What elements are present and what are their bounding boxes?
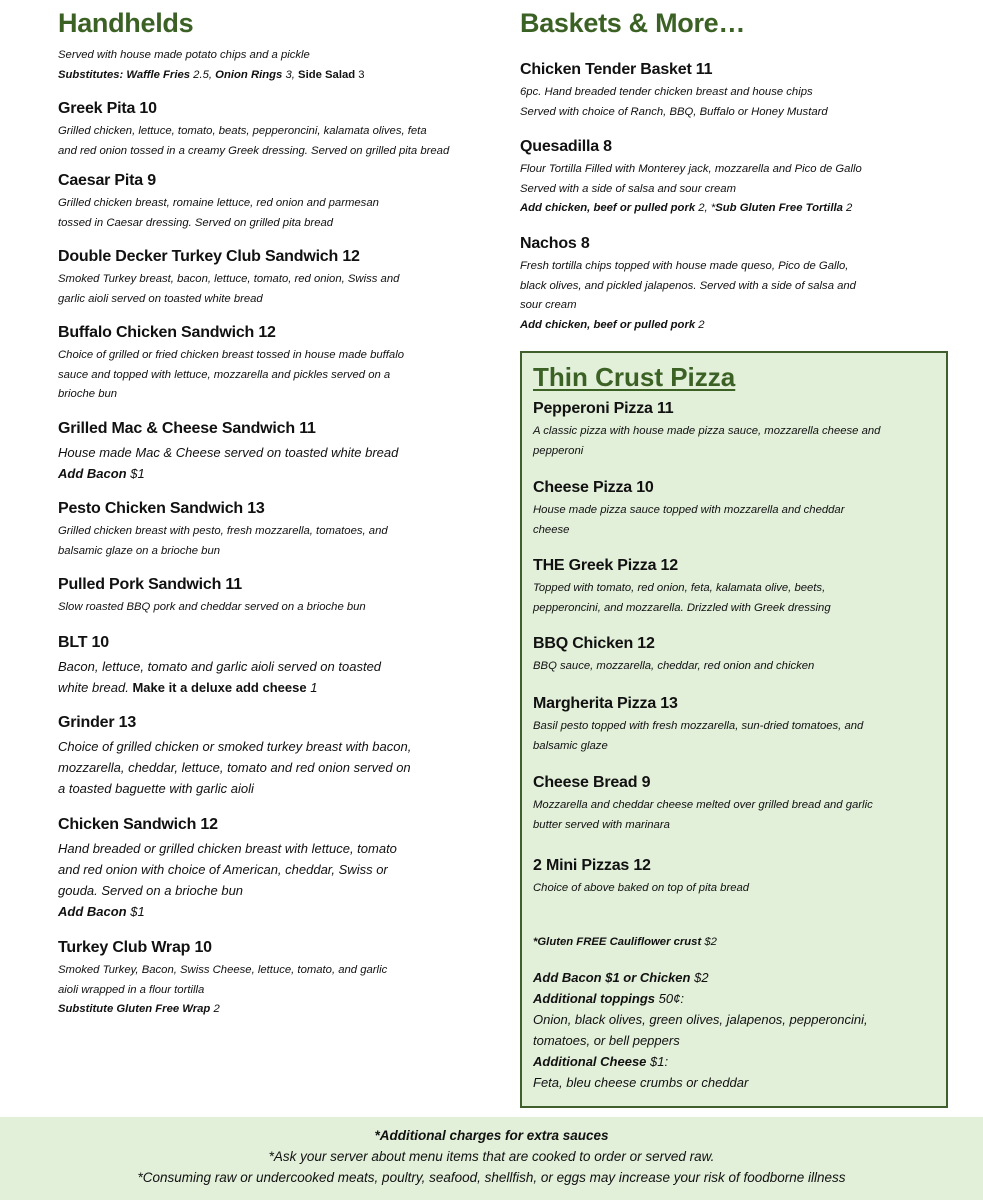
text-segment: Add chicken, beef or pulled pork (520, 318, 696, 331)
description-line (58, 736, 498, 757)
pizza-extras (533, 967, 973, 1093)
description-line (58, 366, 498, 386)
text-segment: Basil pesto topped with fresh mozzarella, sun-dried tomatoes, and (533, 720, 864, 732)
menu-item (58, 247, 498, 309)
text-segment: $1 (126, 466, 145, 481)
text-segment: pepperoni (533, 444, 584, 457)
description-line (0, 1146, 983, 1167)
menu-item-name: Cheese Bread 9 (533, 774, 651, 791)
description-line (520, 180, 960, 200)
menu-item (58, 499, 498, 561)
description-line (533, 1051, 973, 1072)
description-line (533, 657, 973, 677)
menu-item-name: BBQ Chicken 12 (533, 635, 655, 652)
text-segment: Choice of grilled or fried chicken breast tossed in house made buffalo (58, 349, 405, 361)
description-line (58, 901, 498, 922)
description-line (58, 270, 498, 290)
text-segment: 2 (210, 1003, 220, 1015)
description-line (0, 1167, 983, 1188)
gluten-free-note (533, 933, 973, 953)
description-line (533, 1009, 973, 1030)
description-line (533, 521, 973, 541)
handhelds-title: Handhelds (58, 8, 194, 38)
text-segment: *Ask your server about menu items that are cooked to order or served raw. (268, 1149, 715, 1164)
text-segment: Choice of above baked on top of pita bread (533, 882, 750, 894)
text-segment: pepperoncini, and mozzarella. Drizzled with Greek dressing (533, 601, 831, 614)
text-segment: Feta, bleu cheese crumbs or cheddar (533, 1075, 749, 1090)
description-line (533, 1030, 973, 1051)
description-line (0, 1125, 983, 1146)
text-segment: *Consuming raw or undercooked meats, poultry, seafood, shellfish, or eggs may increase your risk of foodborne illness (137, 1170, 846, 1185)
description-line (58, 880, 498, 901)
text-segment: Served with a side of salsa and sour cream (520, 182, 737, 195)
text-segment: Choice of grilled chicken or smoked turkey breast with bacon, (58, 739, 412, 754)
description-line (520, 296, 960, 316)
description-line (520, 277, 960, 297)
text-segment: House made Mac & Cheese served on toasted white bread (58, 445, 399, 460)
text-segment: balsamic glaze (533, 739, 608, 752)
footer-notes (0, 1117, 983, 1200)
description-line (533, 988, 973, 1009)
text-segment: Grilled chicken, lettuce, tomato, beats, pepperoncini, kalamata olives, feta (58, 125, 427, 137)
description-line (58, 214, 498, 234)
menu-item (58, 575, 498, 618)
text-segment: Add Bacon (58, 466, 127, 481)
menu-item-name: Nachos 8 (520, 235, 590, 252)
description-line (533, 717, 973, 737)
description-line (58, 442, 498, 463)
description-line (58, 142, 498, 162)
text-segment: balsamic glaze on a brioche bun (58, 544, 221, 557)
menu-item (58, 171, 498, 233)
menu-item (533, 773, 973, 835)
description-line (58, 598, 498, 618)
menu-item-name: Margherita Pizza 13 (533, 695, 678, 712)
description-line (533, 879, 973, 899)
description-line (58, 122, 498, 142)
menu-item-name: Greek Pita 10 (58, 100, 157, 117)
menu-item (533, 634, 973, 677)
menu-item-name: Quesadilla 8 (520, 138, 612, 155)
text-segment: 50¢: (655, 991, 684, 1006)
text-segment: Fresh tortilla chips topped with house made queso, Pico de Gallo, (520, 260, 849, 272)
text-segment: sauce and topped with lettuce, mozzarella and pickles served on a (58, 368, 391, 381)
text-segment: Add Bacon $1 or Chicken (533, 970, 691, 985)
menu-item-name: Grilled Mac & Cheese Sandwich 11 (58, 420, 316, 437)
text-segment: 2, * (695, 202, 716, 214)
menu-item (58, 938, 498, 1020)
description-line (520, 103, 960, 123)
description-line (533, 501, 973, 521)
text-segment: Substitutes: Waffle Fries (58, 68, 191, 81)
menu-item-name: Cheese Pizza 10 (533, 479, 654, 496)
text-segment: Make it a deluxe add cheese (132, 680, 307, 695)
text-segment: gouda. Served on a brioche bun (58, 883, 244, 898)
text-segment: House made pizza sauce topped with mozzarella and cheddar (533, 504, 845, 516)
text-segment: Served with house made potato chips and a pickle (58, 49, 310, 61)
menu-item (58, 713, 498, 799)
menu-item-name: Chicken Sandwich 12 (58, 816, 218, 833)
description-line (58, 290, 498, 310)
text-segment: 2.5, (190, 68, 216, 81)
description-line (58, 463, 498, 484)
menu-item-name: Pulled Pork Sandwich 11 (58, 576, 242, 593)
text-segment: Flour Tortilla Filled with Monterey jack, mozzarella and Pico de Gallo (520, 163, 862, 175)
text-segment: Smoked Turkey, Bacon, Swiss Cheese, lettuce, tomato, and garlic (58, 964, 388, 976)
text-segment: 1 (306, 680, 318, 695)
menu-item (533, 694, 973, 756)
text-segment: Substitute Gluten Free Wrap (58, 1003, 211, 1015)
menu-item (520, 234, 960, 335)
description-line (520, 199, 960, 219)
menu-item-name: Pesto Chicken Sandwich 13 (58, 500, 265, 517)
text-segment: Served with choice of Ranch, BBQ, Buffalo or Honey Mustard (520, 105, 828, 118)
description-line (533, 796, 973, 816)
text-segment: Onion, black olives, green olives, jalapenos, pepperoncini, (533, 1012, 868, 1027)
description-line (58, 522, 498, 542)
menu-item-name: BLT 10 (58, 634, 109, 651)
text-segment: Sub Gluten Free Tortilla (715, 202, 843, 214)
menu-item-name: Chicken Tender Basket 11 (520, 61, 713, 78)
text-segment: garlic aioli served on toasted white bread (58, 292, 263, 305)
description-line (58, 961, 498, 981)
menu-item-name: Grinder 13 (58, 714, 137, 731)
text-segment: 6pc. Hand breaded tender chicken breast and house chips (520, 86, 813, 98)
description-line (533, 599, 973, 619)
menu-item-name: THE Greek Pizza 12 (533, 557, 678, 574)
text-segment: aioli wrapped in a flour tortilla (58, 983, 205, 996)
text-segment: and red onion with choice of American, cheddar, Swiss or (58, 862, 388, 877)
text-segment: Grilled chicken breast with pesto, fresh mozzarella, tomatoes, and (58, 525, 388, 537)
text-segment: Slow roasted BBQ pork and cheddar served on a brioche bun (58, 601, 366, 613)
description-line (533, 442, 973, 462)
text-segment: Onion Rings (215, 68, 283, 81)
description-line (58, 677, 498, 698)
description-line (58, 757, 498, 778)
menu-item-name: Caesar Pita 9 (58, 172, 156, 189)
menu-item-name: Turkey Club Wrap 10 (58, 939, 212, 956)
description-line (533, 1072, 973, 1093)
text-segment: Add chicken, beef or pulled pork (520, 202, 696, 214)
menu-item (58, 99, 498, 161)
text-segment: A classic pizza with house made pizza sauce, mozzarella cheese and (533, 425, 881, 437)
text-segment: Grilled chicken breast, romaine lettuce, red onion and parmesan (58, 197, 379, 209)
description-line (520, 257, 960, 277)
text-segment: Smoked Turkey breast, bacon, lettuce, tomato, red onion, Swiss and (58, 273, 400, 285)
description-line (58, 838, 498, 859)
description-line (58, 346, 498, 366)
text-segment: 3, (282, 68, 299, 81)
menu-item (533, 399, 973, 461)
text-segment: *Additional charges for extra sauces (374, 1128, 609, 1143)
menu-item-name: Buffalo Chicken Sandwich 12 (58, 324, 276, 341)
description-line (58, 385, 498, 405)
description-line (58, 859, 498, 880)
text-segment: $2 (690, 970, 709, 985)
description-line (58, 66, 498, 86)
description-line (58, 542, 498, 562)
text-segment: Bacon, lettuce, tomato and garlic aioli served on toasted (58, 659, 382, 674)
pizza-title: Thin Crust Pizza (533, 362, 736, 392)
menu-item (58, 323, 498, 405)
menu-item-name: Double Decker Turkey Club Sandwich 12 (58, 248, 360, 265)
description-line (58, 194, 498, 214)
menu-item (533, 856, 973, 899)
menu-item-name: Pepperoni Pizza 11 (533, 400, 674, 417)
description-line (58, 656, 498, 677)
text-segment: Topped with tomato, red onion, feta, kalamata olive, beets, (533, 582, 826, 594)
description-line (533, 967, 973, 988)
description-line (533, 579, 973, 599)
description-line (533, 737, 973, 757)
menu-item (520, 137, 960, 219)
handhelds-intro (58, 46, 498, 85)
text-segment: Additional toppings (533, 991, 656, 1006)
text-segment: tossed in Caesar dressing. Served on grilled pita bread (58, 216, 334, 229)
text-segment: 3 (355, 68, 365, 81)
text-segment: Side Salad (298, 68, 356, 81)
description-line (58, 46, 498, 66)
description-line (533, 933, 973, 953)
text-segment: black olives, and pickled jalapenos. Served with a side of salsa and (520, 279, 856, 292)
text-segment: sour cream (520, 299, 577, 311)
text-segment: Additional Cheese (533, 1054, 647, 1069)
text-segment: $1: (646, 1054, 669, 1069)
text-segment: white bread. (58, 680, 133, 695)
description-line (520, 160, 960, 180)
menu-item (58, 419, 498, 484)
text-segment: brioche bun (58, 388, 118, 400)
description-line (520, 316, 960, 336)
description-line (533, 816, 973, 836)
text-segment: Hand breaded or grilled chicken breast with lettuce, tomato (58, 841, 397, 856)
menu-item (533, 556, 973, 618)
text-segment: a toasted baguette with garlic aioli (58, 781, 254, 796)
description-line (58, 981, 498, 1001)
text-segment: mozzarella, cheddar, lettuce, tomato and red onion served on (58, 760, 411, 775)
menu-item (533, 478, 973, 540)
text-segment: BBQ sauce, mozzarella, cheddar, red onion and chicken (533, 660, 815, 672)
text-segment: butter served with marinara (533, 818, 670, 831)
menu-item-name: 2 Mini Pizzas 12 (533, 857, 651, 874)
text-segment: tomatoes, or bell peppers (533, 1033, 680, 1048)
description-line (533, 422, 973, 442)
text-segment: Mozzarella and cheddar cheese melted over grilled bread and garlic (533, 799, 873, 811)
text-segment: $1 (126, 904, 145, 919)
menu-item (58, 815, 498, 922)
baskets-title: Baskets & More… (520, 8, 746, 38)
text-segment: $2 (701, 936, 717, 948)
text-segment: and red onion tossed in a creamy Greek dressing. Served on grilled pita bread (58, 144, 450, 157)
text-segment: 2 (842, 202, 853, 214)
text-segment: Add Bacon (58, 904, 127, 919)
description-line (520, 83, 960, 103)
description-line (58, 778, 498, 799)
menu-item (58, 633, 498, 698)
menu-item (520, 60, 960, 122)
text-segment: 2 (695, 318, 705, 331)
text-segment: cheese (533, 523, 570, 536)
text-segment: *Gluten FREE Cauliflower crust (533, 936, 702, 948)
description-line (58, 1000, 498, 1020)
